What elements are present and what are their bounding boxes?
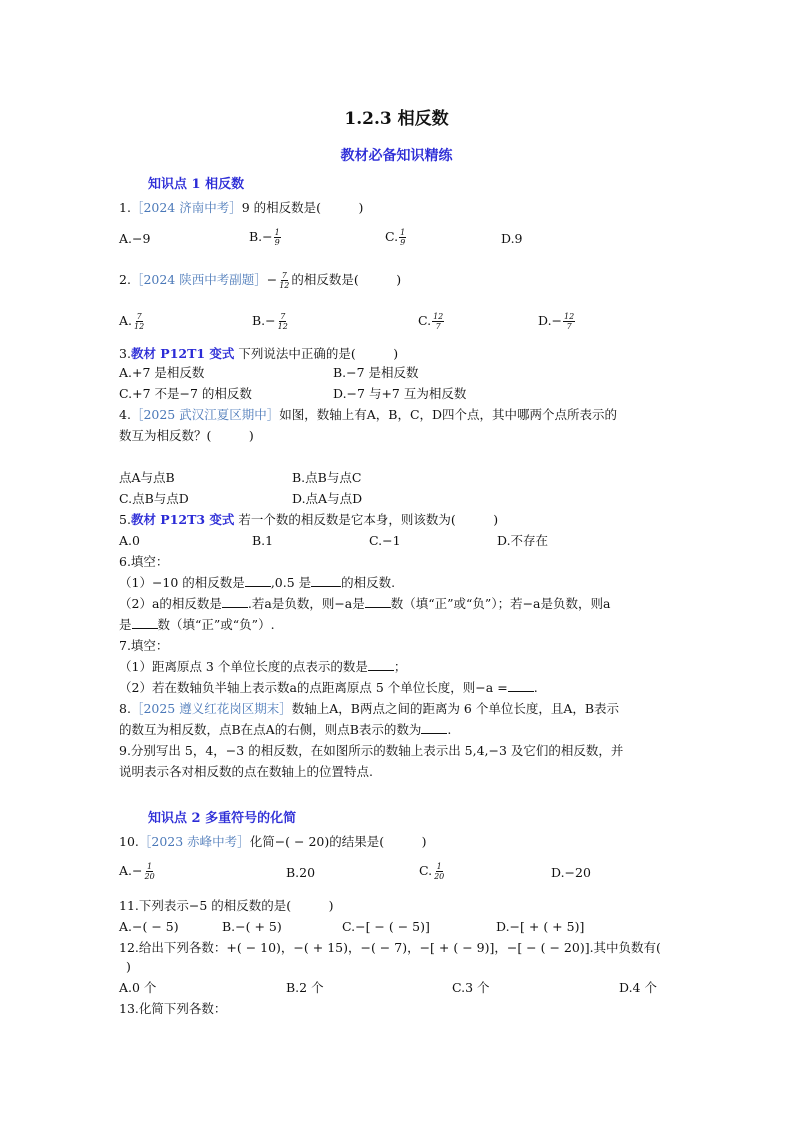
q1-option-d: D.9 <box>501 231 523 246</box>
answer-blank <box>421 721 447 734</box>
q12-option-d: D.4 个 <box>619 980 657 995</box>
question-10: 10.［2023 赤峰中考］化简−( − 20)的结果是( ) <box>119 834 427 849</box>
question-3: 3.教材 P12T1 变式 下列说法中正确的是( ) <box>119 346 399 361</box>
page-title: 1.2.3 相反数 <box>344 109 449 129</box>
question-13: 13.化简下列各数： <box>119 1001 227 1016</box>
answer-blank <box>245 574 271 587</box>
q1-option-b: B.− $\frac{1}{9}$ <box>249 228 280 247</box>
knowledge-point-1-heading: 知识点 1 相反数 <box>148 177 245 192</box>
q5-option-b: B.1 <box>252 533 274 548</box>
answer-blank <box>508 679 534 692</box>
answer-blank <box>368 658 394 671</box>
q12-option-b: B.2 个 <box>286 980 324 995</box>
answer-blank <box>311 574 341 587</box>
q4-option-c: C.点B与点D <box>119 491 189 506</box>
q10-option-a: A.− $\frac{1}{20}$ <box>119 862 155 881</box>
question-4-cont: 数互为相反数？( ) <box>119 428 254 443</box>
question-6: 6.填空： <box>119 554 169 569</box>
q4-option-a: 点A与点B <box>119 470 175 485</box>
answer-blank <box>132 616 158 629</box>
q2-option-d: D.− $\frac{12}{7}$ <box>538 312 575 331</box>
q2-option-a: A. $\frac{7}{12}$ <box>119 312 145 331</box>
q10-option-c: C. $\frac{1}{20}$ <box>419 862 445 881</box>
question-5: 5.教材 P12T3 变式 若一个数的相反数是它本身，则该数为( ) <box>119 512 499 527</box>
q3-option-b: B.−7 是相反数 <box>333 365 419 380</box>
q10-option-b: B.20 <box>286 865 316 880</box>
answer-blank <box>222 595 248 608</box>
q3-option-c: C.+7 不是−7 的相反数 <box>119 386 252 401</box>
answer-blank <box>365 595 391 608</box>
q11-option-b: B.−( + 5) <box>222 919 282 934</box>
question-11: 11.下列表示−5 的相反数的是( ) <box>119 898 334 913</box>
q11-option-a: A.−( − 5) <box>119 919 179 934</box>
question-9-cont: 说明表示各对相反数的点在数轴上的位置特点. <box>119 764 373 779</box>
q12-option-a: A.0 个 <box>119 980 157 995</box>
q12-option-c: C.3 个 <box>452 980 490 995</box>
q1-option-c: C. $\frac{1}{9}$ <box>385 228 406 247</box>
question-6-part-1: （1）−10 的相反数是 ,0.5 是 的相反数. <box>119 575 396 590</box>
question-8: 8.［2025 遵义红花岗区期末］数轴上A，B两点之间的距离为 6 个单位长度，且A，B表示 <box>119 701 620 716</box>
question-9: 9.分别写出 5，4，−3 的相反数，在如图所示的数轴上表示出 5,4,−3 及它们的相反数，并 <box>119 743 624 758</box>
q3-option-a: A.+7 是相反数 <box>119 365 205 380</box>
question-6-part-2-cont: 是 数（填“正”或“负”）. <box>119 617 275 632</box>
q5-option-a: A.0 <box>119 533 140 548</box>
q11-option-c: C.−[ − ( − 5)] <box>342 919 430 934</box>
question-4: 4.［2025 武汉江夏区期中］如图，数轴上有A，B，C，D四个点，其中哪两个点所表示的 <box>119 407 618 422</box>
question-12-cont: ) <box>126 959 131 974</box>
question-source: ［2024 济南中考］ <box>130 200 242 215</box>
question-12: 12.给出下列各数：+( − 10)，−( + 15)，−( − 7)，−[ + ( − 9)]，−[ − ( − 20)].其中负数有( <box>119 940 661 955</box>
q1-option-a: A.−9 <box>119 231 151 246</box>
question-7-part-2: （2）若在数轴负半轴上表示数a的点距离原点 5 个单位长度，则−a = . <box>119 680 538 695</box>
q4-option-d: D.点A与点D <box>292 491 363 506</box>
q2-option-c: C. $\frac{12}{7}$ <box>418 312 444 331</box>
textbook-reference: 教材 P12T1 变式 <box>130 346 235 361</box>
q2-option-b: B.− $\frac{7}{12}$ <box>252 312 288 331</box>
knowledge-point-2-heading: 知识点 2 多重符号的化简 <box>148 811 297 826</box>
q5-option-c: C.−1 <box>369 533 401 548</box>
q10-option-d: D.−20 <box>551 865 591 880</box>
q3-option-d: D.−7 与+7 互为相反数 <box>333 386 467 401</box>
q11-option-d: D.−[ + ( + 5)] <box>496 919 585 934</box>
question-8-cont: 的数互为相反数，点B在点A的右侧，则点B表示的数为 . <box>119 722 452 737</box>
question-7: 7.填空： <box>119 638 169 653</box>
q4-option-b: B.点B与点C <box>292 470 362 485</box>
question-1: 1.［2024 济南中考］9 的相反数是( ) <box>119 200 364 215</box>
section-subtitle: 教材必备知识精练 <box>340 148 453 164</box>
question-2: 2.［2024 陕西中考副题］− $\frac{7}{12}$ 的相反数是( ) <box>119 271 402 290</box>
question-7-part-1: （1）距离原点 3 个单位长度的点表示的数是 ； <box>119 659 407 674</box>
question-6-part-2: （2）a的相反数是 .若a是负数，则−a是 数（填“正”或“负”）；若−a是负数，则a <box>119 596 611 611</box>
q5-option-d: D.不存在 <box>497 533 549 548</box>
